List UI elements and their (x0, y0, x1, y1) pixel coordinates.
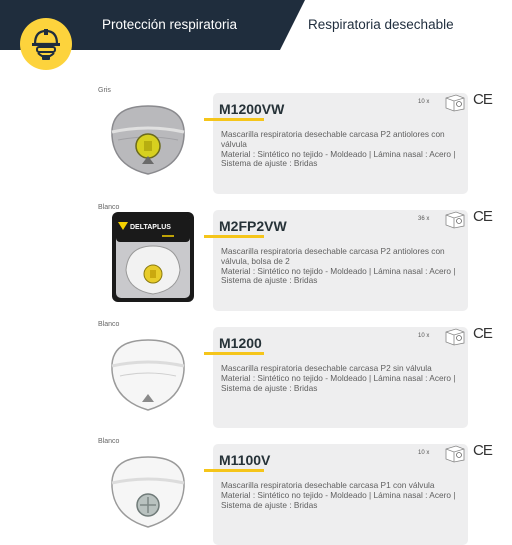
color-label: Blanco (98, 321, 120, 328)
subsection-title: Respiratoria desechable (308, 17, 454, 32)
description-text: Mascarilla respiratoria desechable carcasa P2 sin válvula (221, 363, 432, 373)
product-description (221, 130, 463, 169)
package-brand-text: DELTAPLUS (130, 224, 171, 231)
material-text: Material : Sintético no tejido - Moldeado | Lámina nasal : Acero | Sistema de ajuste : Bridas (221, 148, 456, 169)
product-description (221, 481, 463, 510)
quantity-label: 10 x (418, 450, 430, 456)
white-mask-no-valve-image (106, 330, 190, 414)
hardhat-worker-icon (20, 18, 72, 70)
color-label: Gris (98, 87, 111, 94)
material-text: Material : Sintético no tejido - Moldeado | Lámina nasal : Acero | Sistema de ajuste : Bridas (221, 265, 456, 286)
description-text: Mascarilla respiratoria desechable carcasa P2 antiolores con válvula (221, 129, 445, 149)
box-package-icon (444, 444, 465, 463)
quantity-label: 36 x (418, 216, 430, 222)
ce-mark: CE (473, 208, 492, 225)
grey-mask-yellow-valve-image (106, 96, 190, 180)
product-name: M2FP2VW (219, 218, 287, 234)
white-mask-grey-valve-image (106, 447, 190, 531)
name-underline (204, 235, 264, 238)
description-text: Mascarilla respiratoria desechable carcasa P2 antiolores con válvula, bolsa de 2 (221, 246, 445, 266)
packaged-mask-deltaplus-image (112, 212, 194, 302)
name-underline (204, 118, 264, 121)
product-name: M1100V (219, 452, 271, 468)
material-text: Material : Sintético no tejido - Moldeado | Lámina nasal : Acero | Sistema de ajuste : Bridas (221, 489, 456, 510)
box-package-icon (444, 327, 465, 346)
product-name: M1200VW (219, 101, 285, 117)
material-text: Material : Sintético no tejido - Moldeado | Lámina nasal : Acero | Sistema de ajuste : Bridas (221, 372, 456, 393)
name-underline (204, 352, 264, 355)
color-label: Blanco (98, 438, 120, 445)
name-underline (204, 469, 264, 472)
box-package-icon (444, 93, 465, 112)
ce-mark: CE (473, 91, 492, 108)
product-description (221, 364, 463, 393)
product-description (221, 247, 463, 286)
box-package-icon (444, 210, 465, 229)
header-banner (0, 0, 512, 50)
color-label: Blanco (98, 204, 120, 211)
quantity-label: 10 x (418, 333, 430, 339)
ce-mark: CE (473, 325, 492, 342)
ce-mark: CE (473, 442, 492, 459)
description-text: Mascarilla respiratoria desechable carcasa P1 con válvula (221, 480, 435, 490)
section-title: Protección respiratoria (102, 17, 238, 32)
product-name: M1200 (219, 335, 262, 351)
quantity-label: 10 x (418, 99, 430, 105)
